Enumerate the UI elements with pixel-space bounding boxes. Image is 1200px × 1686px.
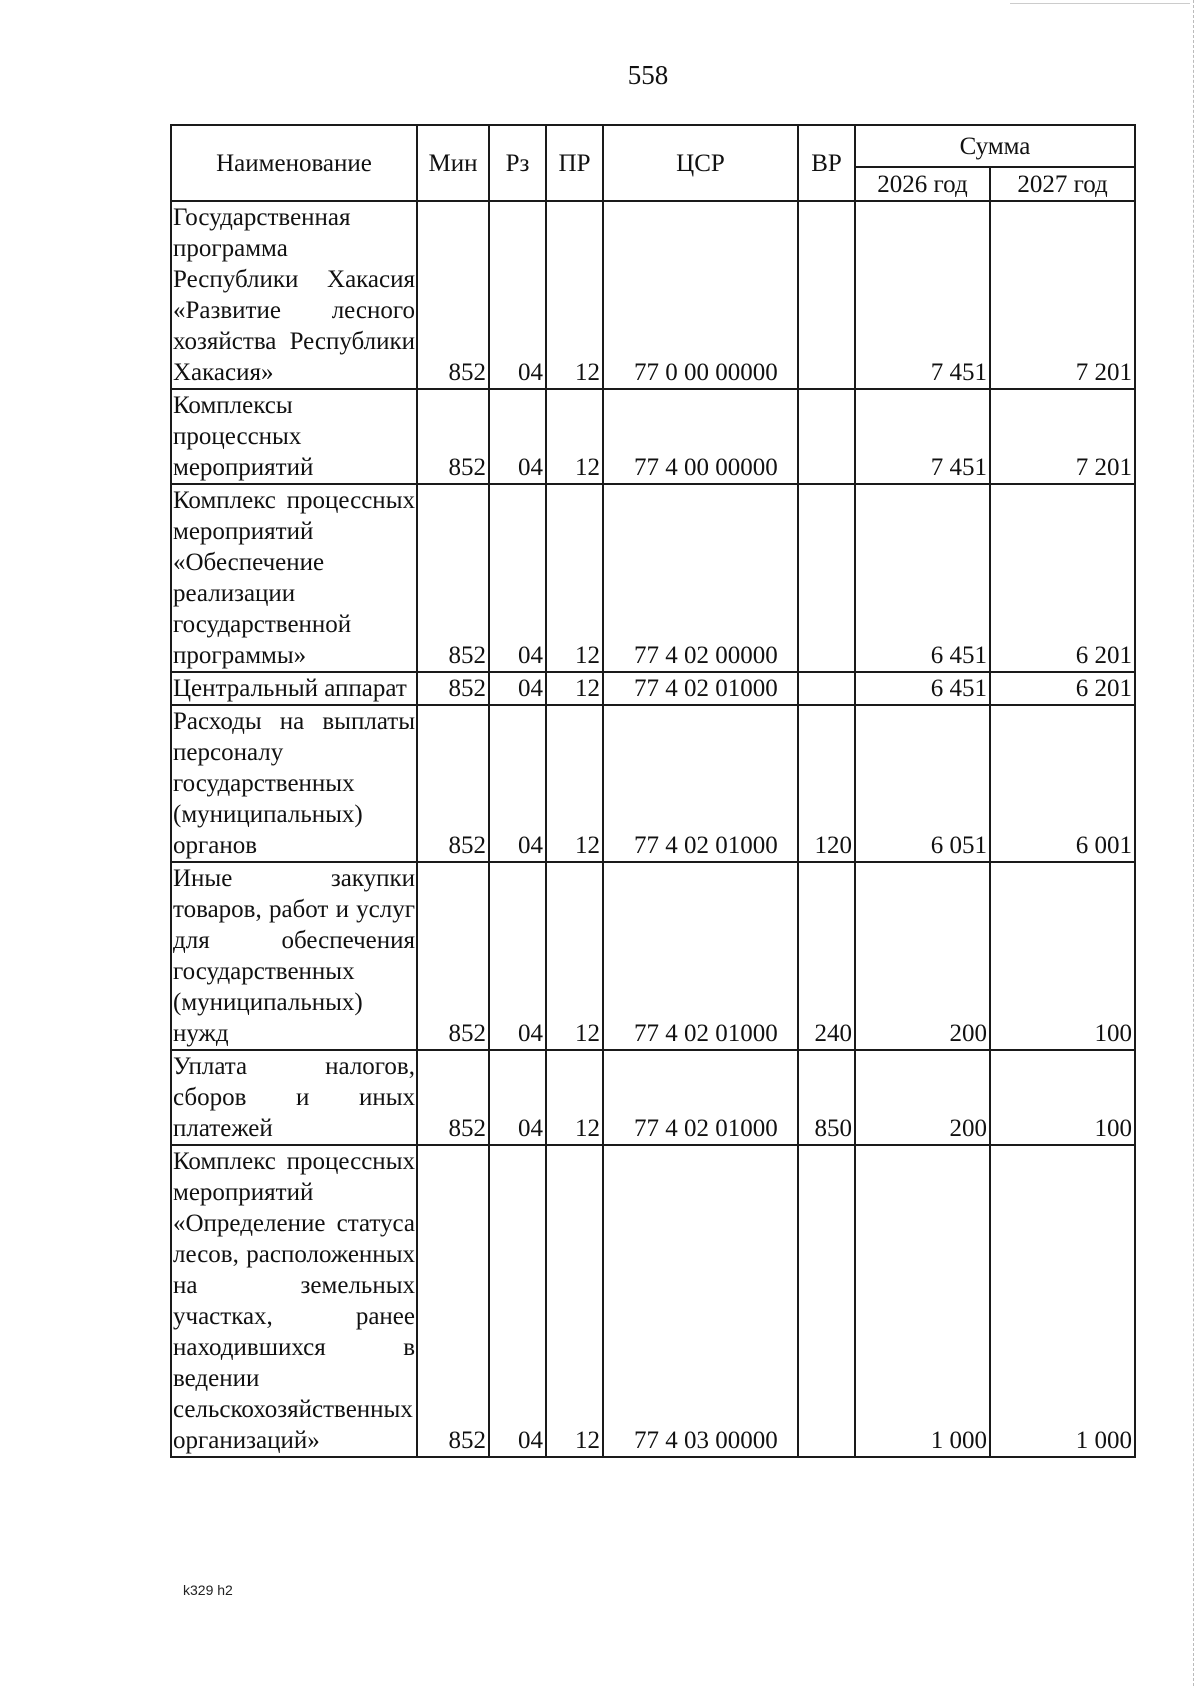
header-rz: Рз (489, 125, 546, 201)
row-sum-2027: 7 201 (990, 201, 1135, 389)
row-sum-2026: 200 (855, 1050, 990, 1145)
row-vr (798, 672, 855, 705)
row-sum-2027: 100 (990, 1050, 1135, 1145)
row-pr: 12 (546, 201, 603, 389)
row-sum-2026: 6 051 (855, 705, 990, 862)
row-name: Комплексы процессных мероприятий (171, 389, 417, 484)
scan-edge-top (1010, 3, 1190, 4)
table-row (171, 389, 1135, 484)
row-min: 852 (417, 1145, 489, 1457)
header-vr: ВР (798, 125, 855, 201)
table-row (171, 672, 1135, 705)
table-row (171, 484, 1135, 672)
row-sum-2026: 7 451 (855, 389, 990, 484)
row-vr (798, 389, 855, 484)
row-pr: 12 (546, 862, 603, 1050)
row-sum-2026: 1 000 (855, 1145, 990, 1457)
row-sum-2027: 1 000 (990, 1145, 1135, 1457)
row-vr: 120 (798, 705, 855, 862)
footer-code: k329 h2 (183, 1582, 233, 1598)
header-csr: ЦСР (603, 125, 798, 201)
row-rz: 04 (489, 672, 546, 705)
row-csr: 77 4 03 00000 (603, 1145, 798, 1457)
row-vr: 240 (798, 862, 855, 1050)
row-min: 852 (417, 389, 489, 484)
row-min: 852 (417, 672, 489, 705)
row-rz: 04 (489, 201, 546, 389)
row-min: 852 (417, 862, 489, 1050)
row-name: Государственная программа Республики Хакасия «Развитие лесного хозяйства Республики Хакасия» (171, 201, 417, 389)
table-row (171, 705, 1135, 862)
row-vr (798, 201, 855, 389)
row-pr: 12 (546, 705, 603, 862)
row-vr (798, 1145, 855, 1457)
row-rz: 04 (489, 1145, 546, 1457)
row-name: Расходы на выплаты персоналу государственных (муниципальных) органов (171, 705, 417, 862)
row-min: 852 (417, 705, 489, 862)
header-name: Наименование (171, 125, 417, 201)
row-vr: 850 (798, 1050, 855, 1145)
row-rz: 04 (489, 862, 546, 1050)
row-name: Комплекс процессных мероприятий «Обеспечение реализации государственной программы» (171, 484, 417, 672)
row-csr: 77 4 02 00000 (603, 484, 798, 672)
row-rz: 04 (489, 484, 546, 672)
row-csr: 77 4 02 01000 (603, 672, 798, 705)
table-body (171, 201, 1135, 1457)
header-pr: ПР (546, 125, 603, 201)
row-csr: 77 4 00 00000 (603, 389, 798, 484)
scan-edge-right (1193, 0, 1194, 1686)
row-name: Центральный аппарат (171, 672, 417, 705)
row-pr: 12 (546, 389, 603, 484)
header-sum: Сумма (855, 125, 1135, 167)
row-csr: 77 0 00 00000 (603, 201, 798, 389)
row-min: 852 (417, 201, 489, 389)
table-row (171, 1050, 1135, 1145)
header-year-2027: 2027 год (990, 167, 1135, 201)
row-min: 852 (417, 1050, 489, 1145)
header-min: Мин (417, 125, 489, 201)
table-row (171, 862, 1135, 1050)
table-row (171, 201, 1135, 389)
row-csr: 77 4 02 01000 (603, 1050, 798, 1145)
row-pr: 12 (546, 1050, 603, 1145)
row-sum-2026: 7 451 (855, 201, 990, 389)
budget-table (170, 124, 1136, 1458)
row-sum-2026: 6 451 (855, 484, 990, 672)
row-rz: 04 (489, 389, 546, 484)
row-pr: 12 (546, 1145, 603, 1457)
row-name: Иные закупки товаров, работ и услуг для обеспечения государственных (муниципальных) нужд (171, 862, 417, 1050)
row-sum-2027: 6 201 (990, 484, 1135, 672)
row-csr: 77 4 02 01000 (603, 705, 798, 862)
row-sum-2026: 200 (855, 862, 990, 1050)
table-row (171, 1145, 1135, 1457)
row-sum-2027: 100 (990, 862, 1135, 1050)
row-rz: 04 (489, 705, 546, 862)
row-csr: 77 4 02 01000 (603, 862, 798, 1050)
header-year-2026: 2026 год (855, 167, 990, 201)
row-name: Комплекс процессных мероприятий «Определение статуса лесов, расположенных на земельных участках, ранее находившихся в ведении сельскохозяйственных организаций» (171, 1145, 417, 1457)
row-sum-2026: 6 451 (855, 672, 990, 705)
row-rz: 04 (489, 1050, 546, 1145)
row-sum-2027: 6 001 (990, 705, 1135, 862)
page-number: 558 (627, 60, 669, 90)
row-sum-2027: 6 201 (990, 672, 1135, 705)
table-header (171, 125, 1135, 201)
row-sum-2027: 7 201 (990, 389, 1135, 484)
row-min: 852 (417, 484, 489, 672)
row-pr: 12 (546, 672, 603, 705)
row-pr: 12 (546, 484, 603, 672)
row-vr (798, 484, 855, 672)
row-name: Уплата налогов, сборов и иных платежей (171, 1050, 417, 1145)
